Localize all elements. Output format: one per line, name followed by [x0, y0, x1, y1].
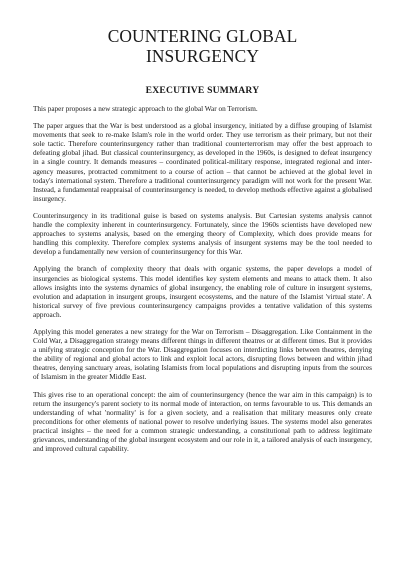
paragraph: Applying this model generates a new strategy for the War on Terrorism – Disaggregation. Like Containment in the Cold War, a Disaggregation strategy means different things in different theatres or at different times. But it provides a unifying strategic conception for the War. Disaggregation focuses on interdicting links between theatres, denying the ability of regional and global actors to link and exploit local actors, disrupting flows between and within jihad theatres, denying sanctuary areas, isolating Islamists from local populations and disrupting inputs from the sources of Islamism in the greater Middle East. — [33, 327, 372, 382]
title-line-2: INSURGENCY — [145, 46, 260, 66]
section-heading: EXECUTIVE SUMMARY — [145, 85, 260, 96]
paragraph: The paper argues that the War is best understood as a global insurgency, initiated by a diffuse grouping of Islamist movements that seek to re-make Islam's role in the world order. They use terrorism as their primary, but not their sole tactic. Therefore counterinsurgency rather than traditional counterterrorism may offer the best approach to defeating global jihad. But classical counterinsurgency, as developed in the 1960s, is designed to defeat insurgency in a single country. It demands measures – coordinated political-military response, integrated regional and inter-agency measures, protracted commitment to a course of action – that cannot be achieved at the global level in today's international system. Therefore a traditional counterinsurgency paradigm will not work for the present War. Instead, a fundamental reappraisal of counterinsurgency is needed, to develop methods effective against a globalised insurgency. — [33, 122, 372, 203]
paragraph: Applying the branch of complexity theory that deals with organic systems, the paper develops a model of insurgencies as biological systems. This model identifies key system elements and means to attack them. It also allows insights into the systems dynamics of global insurgency, the enabling role of culture in insurgent systems, evolution and adaptation in insurgent groups, insurgent ecosystems, and the nature of the Islamist 'virtual state'. A historical survey of five previous counterinsurgency campaigns provides a tentative validation of this systems approach. — [33, 265, 372, 319]
paragraph: This paper proposes a new strategic approach to the global War on Terrorism. — [33, 105, 258, 113]
document-title — [33, 26, 372, 66]
paragraph: This gives rise to an operational concept: the aim of counterinsurgency (hence the war aim in this campaign) is to return the insurgency's parent society to its normal mode of interaction, on terms favourable to us. This demands an understanding of what 'normality' is for a given society, and a realisation that military measures only create preconditions for other elements of national power to resolve underlying issues. The systems model also generates practical insights – the need for a common strategic understanding, a constitutional path to address legitimate grievances, understanding of the global insurgent ecosystem and our role in it, a tailored analysis of each insurgency, and improved cultural capability. — [33, 390, 372, 454]
paragraph: Counterinsurgency in its traditional guise is based on systems analysis. But Cartesian systems analysis cannot handle the complexity inherent in counterinsurgency. Fortunately, since the 1960s scientists have developed new approaches to systems analysis, based on the emerging theory of Complexity, which does provide means for handling this complexity. Therefore complex systems analysis of insurgent systems may be the tool needed to develop a fundamentally new version of counterinsurgency for this War. — [33, 211, 372, 257]
title-line-1: COUNTERING GLOBAL — [107, 26, 298, 46]
